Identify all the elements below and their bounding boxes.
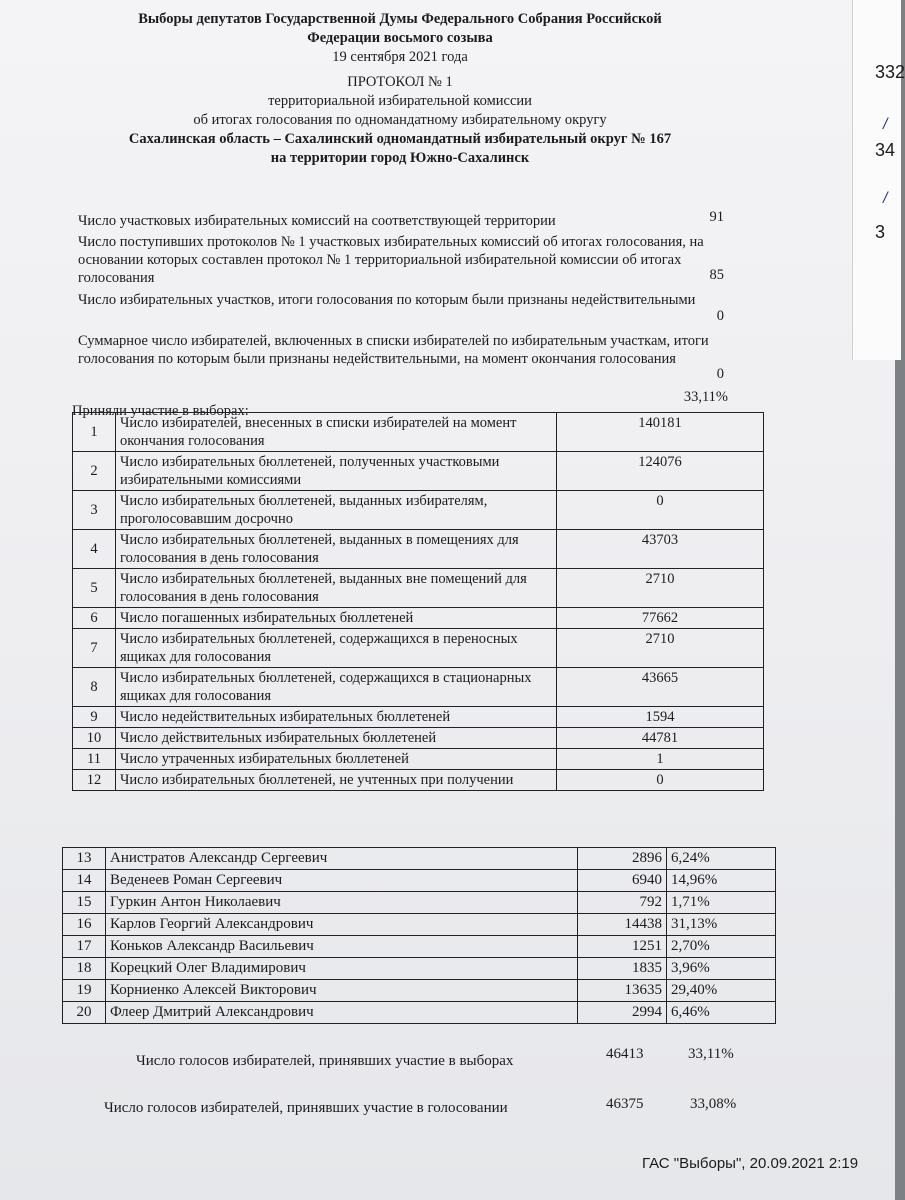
candidate-percent: 1,71% — [667, 892, 776, 914]
candidate-name: Гуркин Антон Николаевич — [106, 892, 578, 914]
intro-item — [78, 209, 724, 230]
row-number: 9 — [73, 707, 116, 728]
row-number: 12 — [73, 770, 116, 791]
table-row — [73, 413, 764, 452]
candidate-percent: 6,46% — [667, 1002, 776, 1024]
intro-value: 85 — [709, 267, 724, 283]
row-value: 0 — [557, 770, 764, 791]
row-label: Число действительных избирательных бюллетеней — [116, 728, 557, 749]
summary-votes: 46413 — [606, 1046, 644, 1062]
district-line: Сахалинская область – Сахалинский одномандатный избирательный округ № 167 — [128, 131, 672, 147]
row-number: 10 — [73, 728, 116, 749]
election-title-line2: Федерации восьмого созыва — [307, 30, 493, 46]
edge-number: 332 — [875, 62, 905, 82]
row-value: 140181 — [557, 413, 764, 452]
candidates-table — [62, 847, 776, 1024]
table-row — [73, 728, 764, 749]
row-label: Число избирательных бюллетеней, выданных избирателям, проголосовавшим досрочно — [116, 491, 557, 530]
row-number: 2 — [73, 452, 116, 491]
table-row — [73, 608, 764, 629]
candidate-name: Корецкий Олег Владимирович — [106, 958, 578, 980]
candidate-name: Веденеев Роман Сергеевич — [106, 870, 578, 892]
row-label: Число избирательных бюллетеней, содержащихся в переносных ящиках для голосования — [116, 629, 557, 668]
election-date: 19 сентября 2021 года — [332, 49, 468, 65]
table-row — [73, 491, 764, 530]
subject-line: об итогах голосования по одномандатному избирательному округу — [193, 112, 607, 128]
candidate-number: 18 — [63, 958, 106, 980]
row-number: 6 — [73, 608, 116, 629]
commission-line: территориальной избирательной комиссии — [268, 93, 532, 109]
protocol-table — [72, 412, 764, 791]
summary-label: Число голосов избирателей, принявших участие в голосовании — [104, 1100, 508, 1116]
candidate-votes: 6940 — [578, 870, 667, 892]
document-header — [60, 10, 740, 168]
candidate-votes: 1835 — [578, 958, 667, 980]
intro-label: Число поступивших протоколов № 1 участковых избирательных комиссий об итогах голосования, на основании которых составлен протокол № 1 территориальной избирательной комиссии об итогах голосования — [78, 234, 704, 286]
row-label: Число утраченных избирательных бюллетеней — [116, 749, 557, 770]
intro-value: 91 — [709, 209, 724, 225]
election-title-line1: Выборы депутатов Государственной Думы Федерального Собрания Российской — [138, 11, 662, 27]
protocol-number: ПРОТОКОЛ № 1 — [347, 74, 453, 90]
turnout-label: Приняли участие в выборах: — [72, 403, 249, 419]
candidate-percent: 2,70% — [667, 936, 776, 958]
row-label: Число избирательных бюллетеней, полученных участковыми избирательными комиссиями — [116, 452, 557, 491]
candidate-name: Анистратов Александр Сергеевич — [106, 848, 578, 870]
row-number: 11 — [73, 749, 116, 770]
intro-label: Суммарное число избирателей, включенных в списки избирателей по избирательным участкам, итоги голосования по которым были признаны недействительными, на момент окончания голосования — [78, 333, 709, 367]
row-value: 1594 — [557, 707, 764, 728]
intro-label: Число участковых избирательных комиссий на соответствующей территории — [78, 213, 556, 229]
row-value: 77662 — [557, 608, 764, 629]
candidate-row — [63, 870, 776, 892]
row-label: Число погашенных избирательных бюллетеней — [116, 608, 557, 629]
row-value: 44781 — [557, 728, 764, 749]
candidate-name: Флеер Дмитрий Александрович — [106, 1002, 578, 1024]
candidate-number: 17 — [63, 936, 106, 958]
table-row — [73, 770, 764, 791]
row-value: 0 — [557, 491, 764, 530]
row-number: 1 — [73, 413, 116, 452]
row-number: 8 — [73, 668, 116, 707]
candidate-percent: 14,96% — [667, 870, 776, 892]
table-row — [73, 569, 764, 608]
row-value: 2710 — [557, 629, 764, 668]
candidate-number: 15 — [63, 892, 106, 914]
candidate-percent: 29,40% — [667, 980, 776, 1002]
candidate-row — [63, 914, 776, 936]
candidate-row — [63, 892, 776, 914]
row-number: 5 — [73, 569, 116, 608]
row-label: Число избирательных бюллетеней, содержащихся в стационарных ящиках для голосования — [116, 668, 557, 707]
candidate-number: 13 — [63, 848, 106, 870]
row-number: 4 — [73, 530, 116, 569]
row-number: 7 — [73, 629, 116, 668]
row-number: 3 — [73, 491, 116, 530]
candidate-percent: 31,13% — [667, 914, 776, 936]
row-value: 43665 — [557, 668, 764, 707]
pen-mark-icon: / — [883, 116, 888, 133]
row-label: Число недействительных избирательных бюллетеней — [116, 707, 557, 728]
candidate-row — [63, 848, 776, 870]
candidate-votes: 2994 — [578, 1002, 667, 1024]
candidate-number: 14 — [63, 870, 106, 892]
underlying-sheet — [852, 0, 905, 360]
intro-label: Число избирательных участков, итоги голосования по которым были признаны недействительными — [78, 292, 696, 308]
intro-value: 0 — [716, 366, 724, 382]
intro-item — [78, 233, 724, 287]
candidate-row — [63, 958, 776, 980]
summary-label: Число голосов избирателей, принявших участие в выборах — [136, 1053, 514, 1069]
candidate-percent: 6,24% — [667, 848, 776, 870]
turnout-value: 33,11% — [683, 389, 728, 405]
table-row — [73, 668, 764, 707]
row-value: 2710 — [557, 569, 764, 608]
candidate-name: Корниенко Алексей Викторович — [106, 980, 578, 1002]
gas-vybory-timestamp: ГАС "Выборы", 20.09.2021 2:19 — [642, 1155, 859, 1172]
row-label: Число избирателей, внесенных в списки избирателей на момент окончания голосования — [116, 413, 557, 452]
summary-pct: 33,08% — [690, 1096, 737, 1112]
candidate-number: 20 — [63, 1002, 106, 1024]
row-label: Число избирательных бюллетеней, выданных вне помещений для голосования в день голосования — [116, 569, 557, 608]
edge-number: 34 — [875, 140, 896, 160]
summary-votes: 46375 — [606, 1096, 644, 1112]
row-value: 1 — [557, 749, 764, 770]
candidate-votes: 1251 — [578, 936, 667, 958]
candidate-votes: 792 — [578, 892, 667, 914]
row-label: Число избирательных бюллетеней, выданных в помещениях для голосования в день голосования — [116, 530, 557, 569]
candidate-number: 16 — [63, 914, 106, 936]
territory-line: на территории город Южно-Сахалинск — [270, 150, 530, 166]
pen-mark-icon: / — [883, 190, 888, 207]
candidate-name: Коньков Александр Васильевич — [106, 936, 578, 958]
intro-value: 0 — [716, 308, 724, 324]
intro-item — [78, 291, 724, 324]
intro-item — [78, 332, 724, 382]
candidate-votes: 14438 — [578, 914, 667, 936]
table-row — [73, 452, 764, 491]
candidate-row — [63, 936, 776, 958]
summary-pct: 33,11% — [688, 1046, 734, 1062]
edge-number: 3 — [875, 222, 886, 242]
row-label: Число избирательных бюллетеней, не учтенных при получении — [116, 770, 557, 791]
row-value: 124076 — [557, 452, 764, 491]
candidate-row — [63, 1002, 776, 1024]
candidate-row — [63, 980, 776, 1002]
candidate-name: Карлов Георгий Александрович — [106, 914, 578, 936]
row-value: 43703 — [557, 530, 764, 569]
candidate-votes: 2896 — [578, 848, 667, 870]
candidate-votes: 13635 — [578, 980, 667, 1002]
table-row — [73, 530, 764, 569]
table-row — [73, 629, 764, 668]
table-row — [73, 707, 764, 728]
candidate-number: 19 — [63, 980, 106, 1002]
table-row — [73, 749, 764, 770]
candidate-percent: 3,96% — [667, 958, 776, 980]
